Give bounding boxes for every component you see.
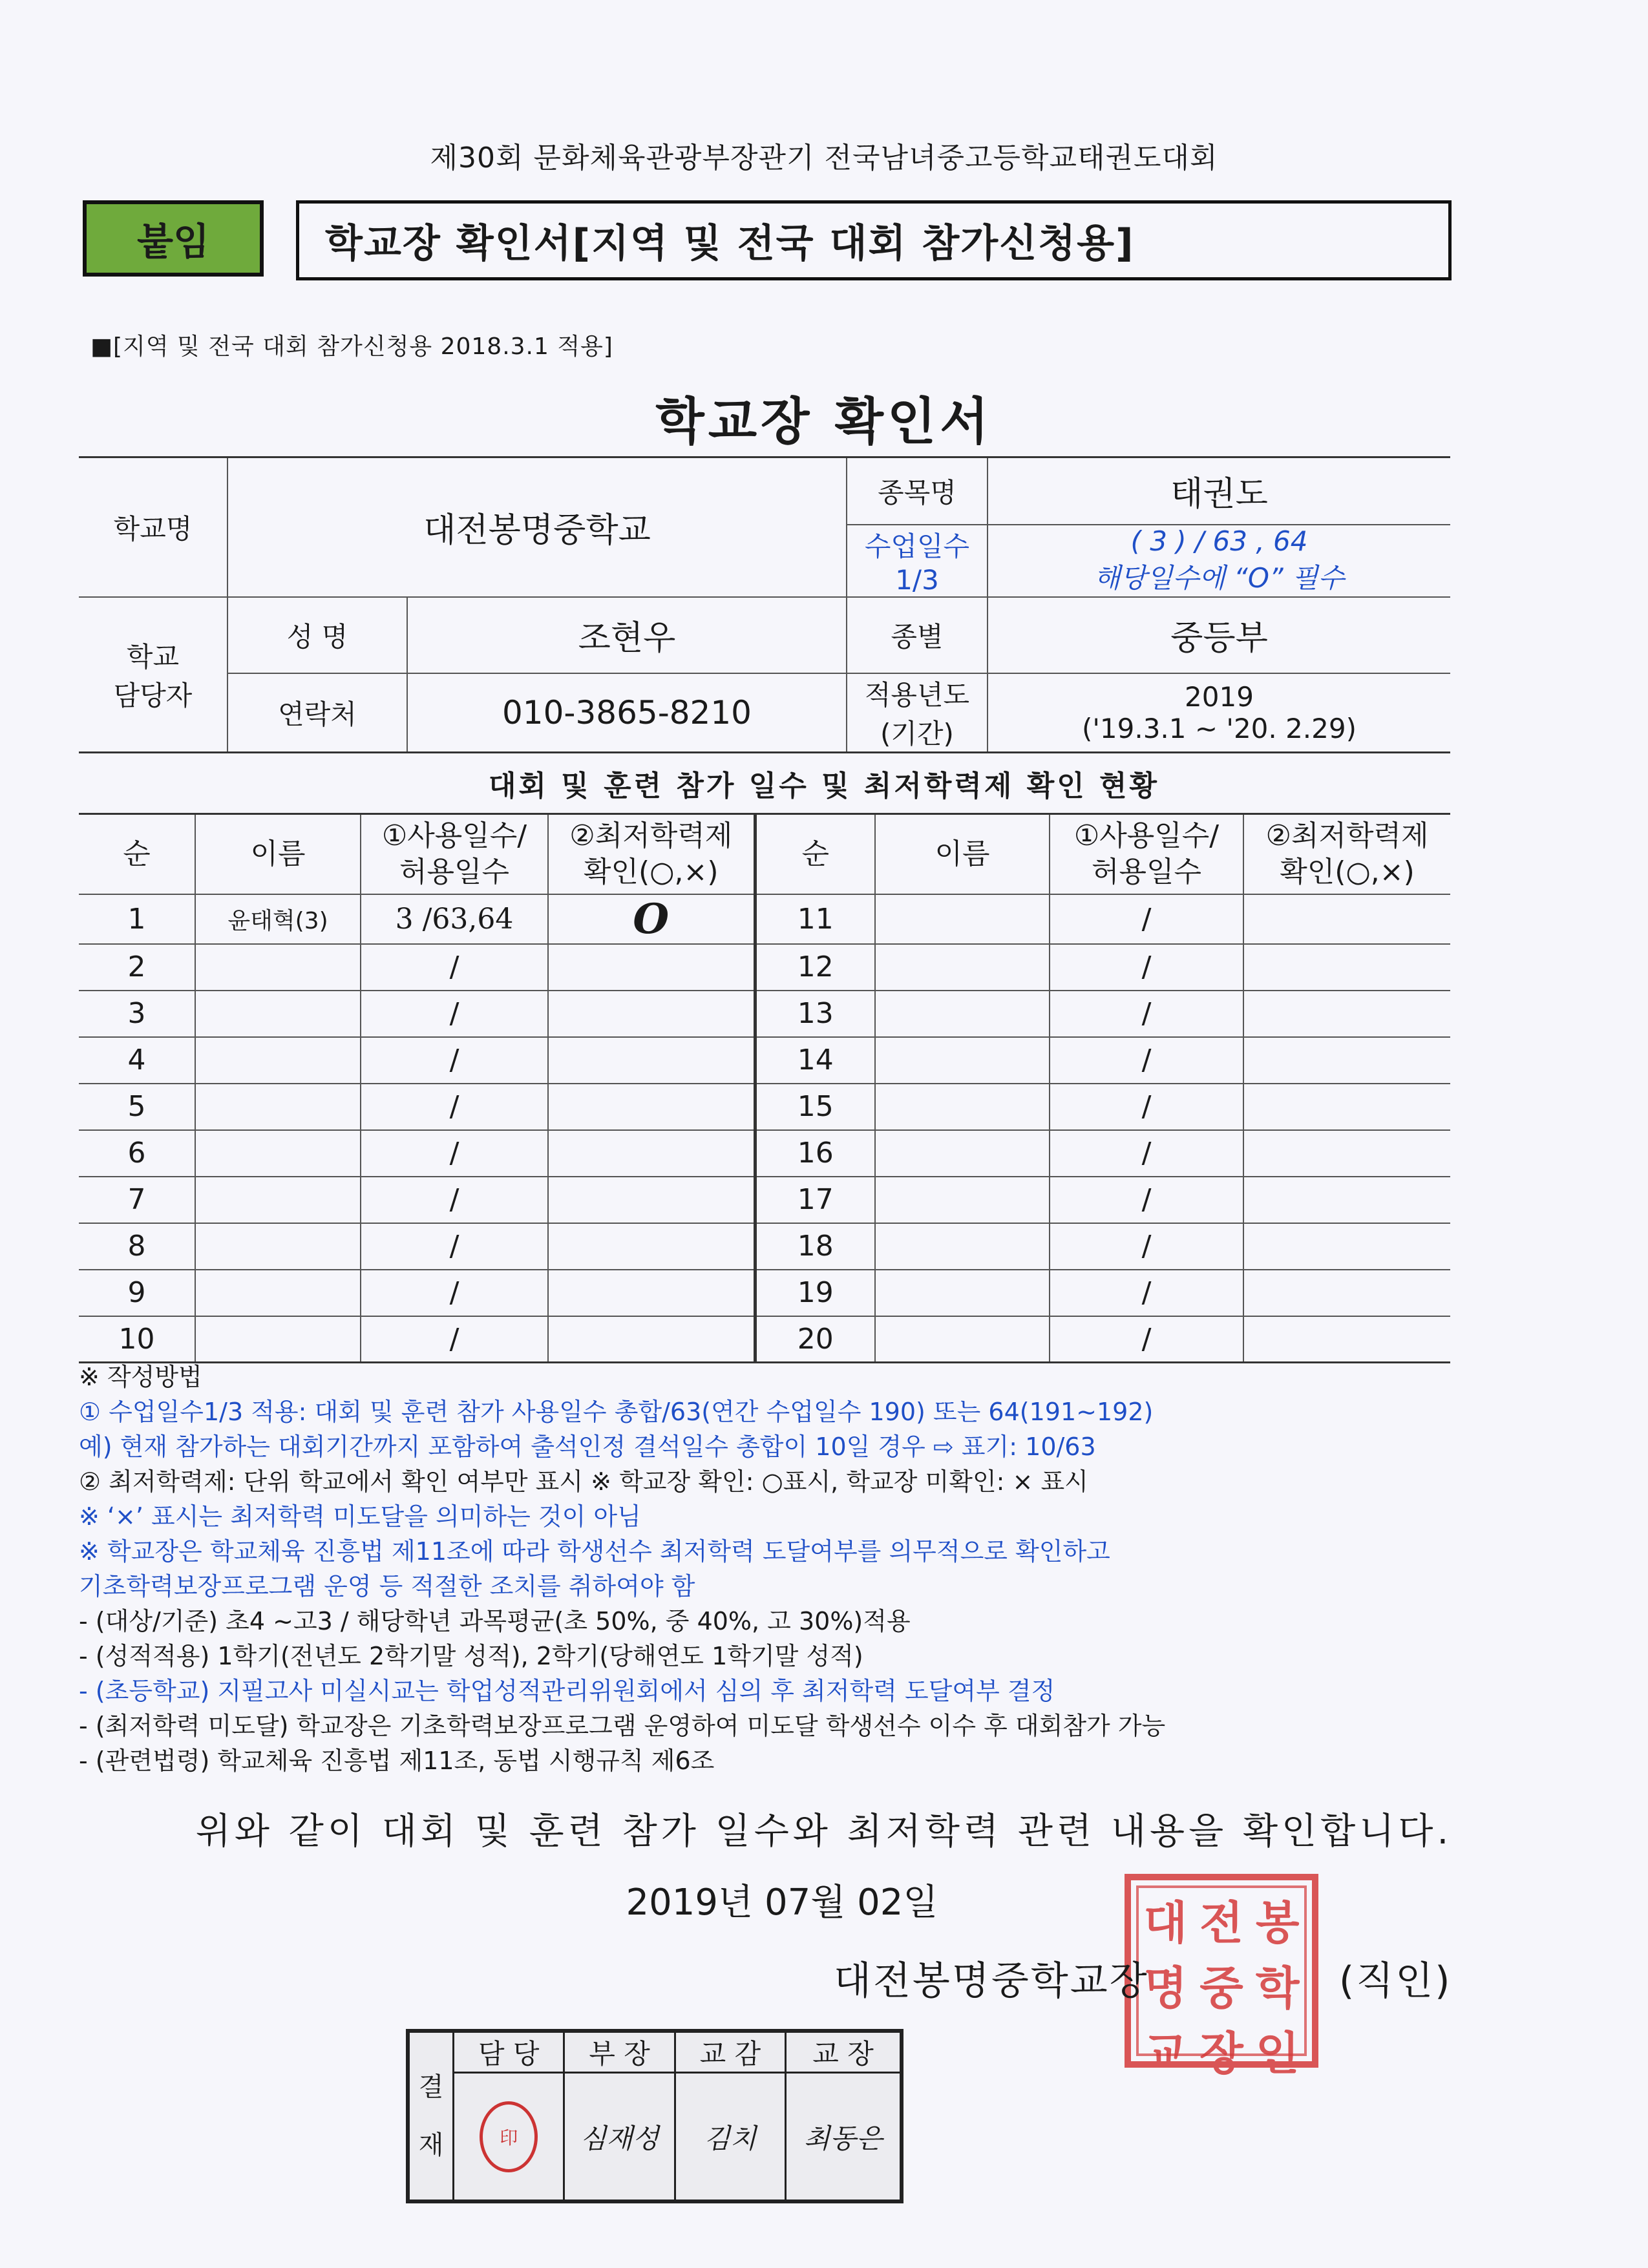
row-days: / bbox=[361, 1223, 548, 1270]
division-label: 종별 bbox=[847, 597, 988, 673]
row-no: 3 bbox=[79, 991, 195, 1037]
instruction-line: - (관련법령) 학교체육 진흥법 제11조, 동법 시행규칙 제6조 bbox=[79, 1747, 715, 1775]
row-name-right bbox=[875, 1270, 1050, 1316]
row-name bbox=[195, 944, 361, 991]
row-name-right bbox=[875, 991, 1050, 1037]
row-check-right bbox=[1243, 1037, 1450, 1084]
row-no: 6 bbox=[79, 1130, 195, 1177]
row-check-right bbox=[1243, 1130, 1450, 1177]
header-days-right bbox=[1050, 814, 1243, 894]
header-min-2: 확인(○,×) bbox=[583, 855, 719, 888]
header-no: 순 bbox=[79, 814, 195, 894]
row-days: / bbox=[361, 1177, 548, 1223]
row-days: / bbox=[361, 991, 548, 1037]
row-name-right bbox=[875, 1130, 1050, 1177]
year-cell bbox=[988, 673, 1450, 753]
instruction-lines bbox=[79, 1394, 1488, 1778]
manager-label bbox=[79, 597, 227, 753]
attachment-tag: 붙임 bbox=[83, 200, 264, 277]
approval-role-1: 부 장 bbox=[564, 2031, 675, 2073]
seal-char: 학 bbox=[1255, 1962, 1300, 2015]
row-days: / bbox=[361, 1130, 548, 1177]
instruction-line: ※ 학교장은 학교체육 진흥법 제11조에 따라 학생선수 최저학력 도달여부를 의무적으로 확인하고 bbox=[79, 1537, 1110, 1566]
row-name: 윤태혁(3) bbox=[195, 894, 361, 944]
row-check-right bbox=[1243, 944, 1450, 991]
row-no: 1 bbox=[79, 894, 195, 944]
class-days-note: 해당일수에 “O” 필수 bbox=[1093, 562, 1345, 594]
row-name-right bbox=[875, 1223, 1050, 1270]
table-row bbox=[79, 1223, 1450, 1270]
manager-label-1: 학교 bbox=[126, 640, 180, 673]
approval-box bbox=[406, 2029, 903, 2203]
school-label: 학교명 bbox=[79, 457, 227, 597]
row-check-right bbox=[1243, 1316, 1450, 1363]
instruction-line: - (대상/기준) 초4 ~고3 / 해당학년 과목평균(초 50%, 중 40%, 고 30%)적용 bbox=[79, 1607, 911, 1635]
row-check bbox=[548, 1084, 755, 1130]
row-no: 9 bbox=[79, 1270, 195, 1316]
manager-label-2: 담당자 bbox=[113, 679, 193, 711]
header-days-2: 허용일수 bbox=[399, 855, 509, 888]
section-title: 대회 및 훈련 참가 일수 및 최저학력제 확인 현황 bbox=[488, 770, 1160, 803]
row-name-right bbox=[875, 1084, 1050, 1130]
approval-sign-1: 심재성 bbox=[564, 2073, 675, 2202]
instruction-line: - (성적적용) 1학기(전년도 2학기말 성적), 2학기(당해연도 1학기말 성적) bbox=[79, 1642, 863, 1670]
instruction-line: ※ ‘×’ 표시는 최저학력 미도달을 의미하는 것이 아님 bbox=[79, 1502, 641, 1531]
instructions-heading: ※ 작성방법 bbox=[79, 1363, 202, 1391]
row-check bbox=[548, 1130, 755, 1177]
row-no: 5 bbox=[79, 1084, 195, 1130]
approval-side-label bbox=[408, 2031, 454, 2201]
row-check-right bbox=[1243, 991, 1450, 1037]
row-days-right: / bbox=[1050, 1177, 1243, 1223]
division-value: 중등부 bbox=[988, 597, 1450, 673]
instructions bbox=[79, 1360, 1488, 1778]
row-name-right bbox=[875, 894, 1050, 944]
row-days-right: / bbox=[1050, 991, 1243, 1037]
seal-char: 명 bbox=[1143, 1962, 1188, 2015]
row-no: 8 bbox=[79, 1223, 195, 1270]
table-row bbox=[79, 991, 1450, 1037]
instruction-line: - (최저학력 미도달) 학교장은 기초학력보장프로그램 운영하여 미도달 학생선수 이수 후 대회참가 가능 bbox=[79, 1712, 1166, 1740]
table-row bbox=[79, 1130, 1450, 1177]
class-days-label: 수업일수 bbox=[864, 530, 970, 562]
row-days: / bbox=[361, 1270, 548, 1316]
instruction-line: 기초학력보장프로그램 운영 등 적절한 조치를 취하여야 함 bbox=[79, 1572, 695, 1601]
row-check-right bbox=[1243, 894, 1450, 944]
seal-char: 봉 bbox=[1255, 1896, 1300, 1949]
row-no: 10 bbox=[79, 1316, 195, 1363]
header-min-right bbox=[1243, 814, 1450, 894]
row-check-right bbox=[1243, 1223, 1450, 1270]
row-check bbox=[548, 1177, 755, 1223]
row-check: O bbox=[548, 894, 755, 944]
header-min bbox=[548, 814, 755, 894]
event-title: 제30회 문화체육관광부장관기 전국남녀중고등학교태권도대회 bbox=[430, 142, 1218, 174]
seal-char: 인 bbox=[1255, 2027, 1300, 2080]
row-days-right: / bbox=[1050, 1037, 1243, 1084]
approval-sign-3: 최동은 bbox=[786, 2073, 902, 2202]
table-row bbox=[79, 1270, 1450, 1316]
school-name: 대전봉명중학교 bbox=[227, 457, 847, 597]
approval-sign-0 bbox=[454, 2073, 564, 2202]
approval-role-2: 교 감 bbox=[675, 2031, 785, 2073]
row-no-right: 17 bbox=[755, 1177, 875, 1223]
row-check-right bbox=[1243, 1270, 1450, 1316]
row-check bbox=[548, 1270, 755, 1316]
event-label: 종목명 bbox=[847, 457, 988, 525]
header-days bbox=[361, 814, 548, 894]
row-name bbox=[195, 1037, 361, 1084]
document-heading: 학교장 확인서[지역 및 전국 대회 참가신청용] bbox=[296, 200, 1452, 280]
row-name bbox=[195, 991, 361, 1037]
row-check bbox=[548, 1316, 755, 1363]
row-check bbox=[548, 991, 755, 1037]
signer-name: 대전봉명중학교장 bbox=[834, 1958, 1149, 2004]
seal-note: (직인) bbox=[1338, 1958, 1452, 2004]
instruction-line: ① 수업일수1/3 적용: 대회 및 훈련 참가 사용일수 총합/63(연간 수업일수 190) 또는 64(191~192) bbox=[79, 1398, 1154, 1426]
personal-stamp-icon: 印 bbox=[480, 2101, 538, 2172]
approval-side-label-1: 결 bbox=[418, 2072, 444, 2102]
row-name-right bbox=[875, 1037, 1050, 1084]
table-row bbox=[79, 894, 1450, 944]
row-days: 3 /63,64 bbox=[361, 894, 548, 944]
signer-line bbox=[834, 1950, 1452, 2006]
header-name-right: 이름 bbox=[875, 814, 1050, 894]
year-label-1: 적용년도 bbox=[864, 678, 970, 711]
header-days-right-1: ①사용일수/ bbox=[1073, 819, 1220, 852]
row-no-right: 13 bbox=[755, 991, 875, 1037]
row-no: 4 bbox=[79, 1037, 195, 1084]
row-name-right bbox=[875, 944, 1050, 991]
approval-role-3: 교 장 bbox=[786, 2031, 902, 2073]
approval-side-label-2: 재 bbox=[418, 2130, 444, 2160]
instruction-line: ② 최저학력제: 단위 학교에서 확인 여부만 표시 ※ 학교장 확인: ○표시, 학교장 미확인: × 표시 bbox=[79, 1467, 1088, 1496]
participation-table bbox=[79, 813, 1450, 1363]
header-min-right-1: ②최저학력제 bbox=[1265, 819, 1429, 852]
event-value: 태권도 bbox=[988, 457, 1450, 525]
row-name-right bbox=[875, 1316, 1050, 1363]
row-check bbox=[548, 1223, 755, 1270]
header-name: 이름 bbox=[195, 814, 361, 894]
row-days: / bbox=[361, 1084, 548, 1130]
row-name bbox=[195, 1316, 361, 1363]
row-days-right: / bbox=[1050, 1270, 1243, 1316]
row-check-right bbox=[1243, 1084, 1450, 1130]
row-no-right: 15 bbox=[755, 1084, 875, 1130]
year-label bbox=[847, 673, 988, 753]
row-no: 7 bbox=[79, 1177, 195, 1223]
row-days-right: / bbox=[1050, 1223, 1243, 1270]
row-no: 2 bbox=[79, 944, 195, 991]
year-label-2: (기간) bbox=[880, 717, 954, 750]
row-check bbox=[548, 1037, 755, 1084]
row-days-right: / bbox=[1050, 1130, 1243, 1177]
table-row bbox=[79, 1316, 1450, 1363]
row-no-right: 19 bbox=[755, 1270, 875, 1316]
issue-date: 2019년 07월 02일 bbox=[626, 1882, 938, 1924]
instruction-line: - (초등학교) 지필고사 미실시교는 학업성적관리위원회에서 심의 후 최저학력 도달여부 결정 bbox=[79, 1677, 1055, 1705]
row-no-right: 16 bbox=[755, 1130, 875, 1177]
header-no-right: 순 bbox=[755, 814, 875, 894]
table-row bbox=[79, 1177, 1450, 1223]
table-row bbox=[79, 944, 1450, 991]
approval-role-0: 담 당 bbox=[454, 2031, 564, 2073]
row-no-right: 18 bbox=[755, 1223, 875, 1270]
page-title: 학교장 확인서 bbox=[655, 393, 993, 451]
row-name bbox=[195, 1084, 361, 1130]
row-no-right: 11 bbox=[755, 894, 875, 944]
seal-char: 대 bbox=[1143, 1896, 1188, 1949]
instruction-line: 예) 현재 참가하는 대회기간까지 포함하여 출석인정 결석일수 총합이 10일 경우 ⇨ 표기: 10/63 bbox=[79, 1433, 1096, 1461]
row-days-right: / bbox=[1050, 1316, 1243, 1363]
seal-char: 전 bbox=[1199, 1896, 1243, 1949]
header-min-right-2: 확인(○,×) bbox=[1280, 855, 1415, 888]
row-name bbox=[195, 1130, 361, 1177]
seal-char: 장 bbox=[1199, 2027, 1243, 2080]
period-value: ('19.3.1 ~ '20. 2.29) bbox=[1081, 712, 1357, 744]
table-row bbox=[79, 1037, 1450, 1084]
row-days-right: / bbox=[1050, 1084, 1243, 1130]
contact-label: 연락처 bbox=[227, 673, 407, 753]
header-days-right-2: 허용일수 bbox=[1091, 855, 1201, 888]
year-value: 2019 bbox=[1185, 680, 1254, 713]
confirmation-statement: 위와 같이 대회 및 훈련 참가 일수와 최저학력 관련 내용을 확인합니다. bbox=[195, 1811, 1453, 1853]
school-info-table bbox=[79, 456, 1450, 753]
seal-char: 중 bbox=[1199, 1962, 1243, 2015]
row-days: / bbox=[361, 1037, 548, 1084]
row-name bbox=[195, 1223, 361, 1270]
row-days: / bbox=[361, 944, 548, 991]
name-label: 성 명 bbox=[227, 597, 407, 673]
row-name bbox=[195, 1270, 361, 1316]
class-days-label-cell bbox=[847, 525, 988, 597]
row-no-right: 14 bbox=[755, 1037, 875, 1084]
table-row bbox=[79, 1084, 1450, 1130]
class-days-sub: 1/3 bbox=[895, 564, 939, 596]
row-no-right: 20 bbox=[755, 1316, 875, 1363]
row-days-right: / bbox=[1050, 944, 1243, 991]
row-days: / bbox=[361, 1316, 548, 1363]
name-value: 조현우 bbox=[407, 597, 847, 673]
applicability-notice: ■[지역 및 전국 대회 참가신청용 2018.3.1 적용] bbox=[90, 333, 613, 360]
row-name-right bbox=[875, 1177, 1050, 1223]
header-min-1: ②최저학력제 bbox=[569, 819, 733, 852]
class-days-value: ( 3 ) / 63 , 64 bbox=[1130, 525, 1308, 557]
row-days-right: / bbox=[1050, 894, 1243, 944]
row-check bbox=[548, 944, 755, 991]
seal-char: 교 bbox=[1143, 2027, 1188, 2080]
row-name bbox=[195, 1177, 361, 1223]
row-check-right bbox=[1243, 1177, 1450, 1223]
contact-value: 010-3865-8210 bbox=[407, 673, 847, 753]
approval-sign-2: 김치 bbox=[675, 2073, 785, 2202]
header-days-1: ①사용일수/ bbox=[381, 819, 527, 852]
class-days-cell bbox=[988, 525, 1450, 597]
row-no-right: 12 bbox=[755, 944, 875, 991]
